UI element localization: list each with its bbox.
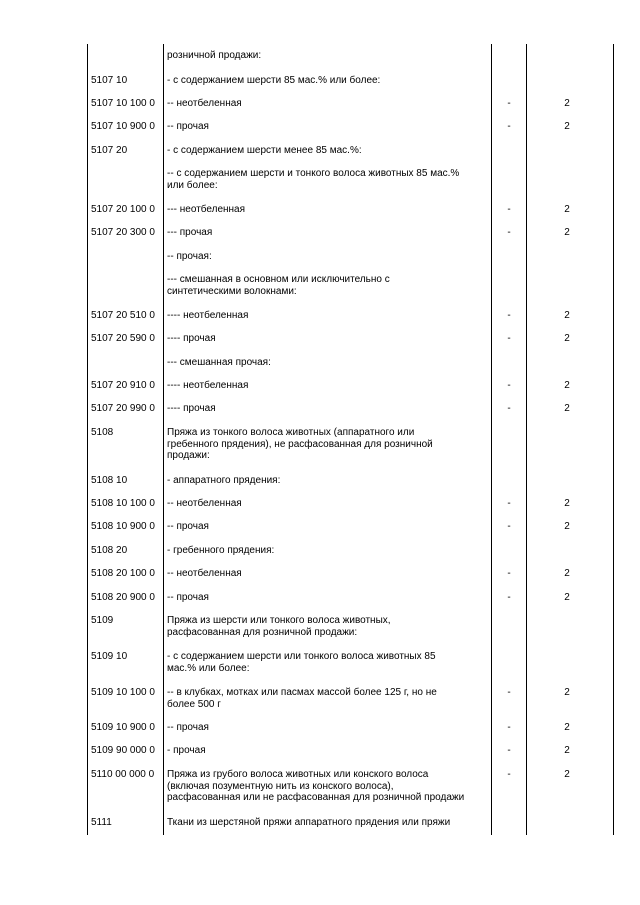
description-line: --- прочая <box>167 227 213 238</box>
tariff-code: 5109 10 100 0 <box>91 687 155 698</box>
item-description <box>167 745 489 757</box>
item-description <box>167 121 489 133</box>
unit-indicator: - <box>507 687 511 698</box>
tariff-code: 5107 20 910 0 <box>91 380 155 391</box>
duty-rate: 2 <box>564 769 570 780</box>
description-line: --- смешанная прочая: <box>167 357 271 368</box>
item-description <box>167 817 489 829</box>
description-line: ---- неотбеленная <box>167 310 249 321</box>
description-line: розничной продажи: <box>167 50 262 61</box>
description-line: -- прочая <box>167 592 209 603</box>
tariff-code: 5107 20 100 0 <box>91 204 155 215</box>
unit-indicator: - <box>507 498 511 509</box>
tariff-code: 5108 <box>91 427 114 438</box>
description-line: -- неотбеленная <box>167 98 242 109</box>
description-line: - аппаратного прядения: <box>167 475 281 486</box>
description-line: -- неотбеленная <box>167 568 242 579</box>
item-description <box>167 274 489 297</box>
duty-rate: 2 <box>564 227 570 238</box>
item-description <box>167 380 489 392</box>
description-line: -- неотбеленная <box>167 498 242 509</box>
description-line: продажи: <box>167 450 210 461</box>
description-line: -- прочая <box>167 121 209 132</box>
description-line: Пряжа из шерсти или тонкого волоса животных, <box>167 615 391 626</box>
description-line: -- прочая <box>167 722 209 733</box>
unit-indicator: - <box>507 722 511 733</box>
description-line: Ткани из шерстяной пряжи аппаратного прядения или пряжи <box>167 817 451 828</box>
item-description <box>167 722 489 734</box>
item-description <box>167 545 489 557</box>
tariff-code: 5109 90 000 0 <box>91 745 155 756</box>
item-description <box>167 651 489 674</box>
duty-rate: 2 <box>564 687 570 698</box>
duty-rate: 2 <box>564 745 570 756</box>
description-line: мас.% или более: <box>167 662 250 674</box>
description-line: (включая позументную нить из конского волоса), <box>167 780 394 792</box>
description-line: - гребенного прядения: <box>167 545 275 556</box>
description-line: - с содержанием шерсти менее 85 мас.%: <box>167 145 362 156</box>
item-description <box>167 521 489 533</box>
tariff-code: 5107 10 100 0 <box>91 98 155 109</box>
tariff-code: 5107 10 <box>91 75 128 86</box>
duty-rate: 2 <box>564 380 570 391</box>
item-description <box>167 592 489 604</box>
item-description <box>167 145 489 157</box>
unit-indicator: - <box>507 227 511 238</box>
duty-rate: 2 <box>564 722 570 733</box>
item-description <box>167 251 489 263</box>
item-description <box>167 204 489 216</box>
description-line: -- прочая: <box>167 251 212 262</box>
item-description <box>167 687 489 710</box>
description-line: гребенного прядения), не расфасованная для розничной <box>167 438 433 450</box>
item-description <box>167 227 489 239</box>
duty-rate: 2 <box>564 403 570 414</box>
description-line: - с содержанием шерсти или тонкого волоса животных 85 <box>167 651 436 662</box>
description-line: расфасованная для розничной продажи: <box>167 626 358 638</box>
duty-rate: 2 <box>564 592 570 603</box>
tariff-code: 5107 20 590 0 <box>91 333 155 344</box>
duty-rate: 2 <box>564 521 570 532</box>
description-line: -- в клубках, мотках или пасмах массой более 125 г, но не <box>167 687 437 698</box>
item-description <box>167 568 489 580</box>
unit-indicator: - <box>507 98 511 109</box>
unit-indicator: - <box>507 380 511 391</box>
description-line: синтетическими волокнами: <box>167 285 297 297</box>
unit-indicator: - <box>507 568 511 579</box>
duty-rate: 2 <box>564 310 570 321</box>
unit-indicator: - <box>507 333 511 344</box>
item-description <box>167 50 489 62</box>
tariff-code: 5107 20 300 0 <box>91 227 155 238</box>
tariff-code: 5108 20 100 0 <box>91 568 155 579</box>
description-line: --- смешанная в основном или исключительно с <box>167 274 390 285</box>
description-line: -- с содержанием шерсти и тонкого волоса животных 85 мас.% <box>167 168 460 179</box>
tariff-code: 5108 10 <box>91 475 128 486</box>
duty-rate: 2 <box>564 498 570 509</box>
unit-indicator: - <box>507 745 511 756</box>
item-description <box>167 475 489 487</box>
item-description <box>167 498 489 510</box>
unit-indicator: - <box>507 403 511 414</box>
description-line: или более: <box>167 179 218 191</box>
tariff-code: 5107 20 510 0 <box>91 310 155 321</box>
description-line: - с содержанием шерсти 85 мас.% или более: <box>167 75 381 86</box>
tariff-code: 5107 20 990 0 <box>91 403 155 414</box>
description-line: -- прочая <box>167 521 209 532</box>
tariff-code: 5110 00 000 0 <box>91 769 155 780</box>
duty-rate: 2 <box>564 333 570 344</box>
tariff-code: 5111 <box>91 817 112 828</box>
tariff-code: 5107 10 900 0 <box>91 121 155 132</box>
tariff-code: 5108 20 900 0 <box>91 592 155 603</box>
duty-rate: 2 <box>564 98 570 109</box>
item-description <box>167 98 489 110</box>
item-description <box>167 75 489 87</box>
tariff-code: 5108 20 <box>91 545 128 556</box>
duty-rate: 2 <box>564 568 570 579</box>
description-line: - прочая <box>167 745 206 756</box>
item-description <box>167 357 489 369</box>
tariff-code: 5109 <box>91 615 114 626</box>
item-description <box>167 333 489 345</box>
unit-indicator: - <box>507 521 511 532</box>
tariff-code: 5107 20 <box>91 145 128 156</box>
description-line: ---- прочая <box>167 333 216 344</box>
tariff-code: 5109 10 900 0 <box>91 722 155 733</box>
item-description <box>167 615 489 638</box>
duty-rate: 2 <box>564 121 570 132</box>
item-description <box>167 168 489 191</box>
unit-indicator: - <box>507 769 511 780</box>
unit-indicator: - <box>507 121 511 132</box>
description-line: более 500 г <box>167 698 221 710</box>
description-line: ---- прочая <box>167 403 216 414</box>
tariff-code: 5108 10 100 0 <box>91 498 155 509</box>
item-description <box>167 769 489 804</box>
description-line: Пряжа из тонкого волоса животных (аппаратного или <box>167 427 415 438</box>
description-line: Пряжа из грубого волоса животных или конского волоса <box>167 769 429 780</box>
tariff-code: 5108 10 900 0 <box>91 521 155 532</box>
description-line: ---- неотбеленная <box>167 380 249 391</box>
tariff-code: 5109 10 <box>91 651 128 662</box>
item-description <box>167 310 489 322</box>
duty-rate: 2 <box>564 204 570 215</box>
unit-indicator: - <box>507 310 511 321</box>
item-description <box>167 403 489 415</box>
item-description <box>167 427 489 462</box>
description-line: --- неотбеленная <box>167 204 246 215</box>
description-line: расфасованная или не расфасованная для розничной продажи <box>167 792 465 803</box>
unit-indicator: - <box>507 592 511 603</box>
unit-indicator: - <box>507 204 511 215</box>
